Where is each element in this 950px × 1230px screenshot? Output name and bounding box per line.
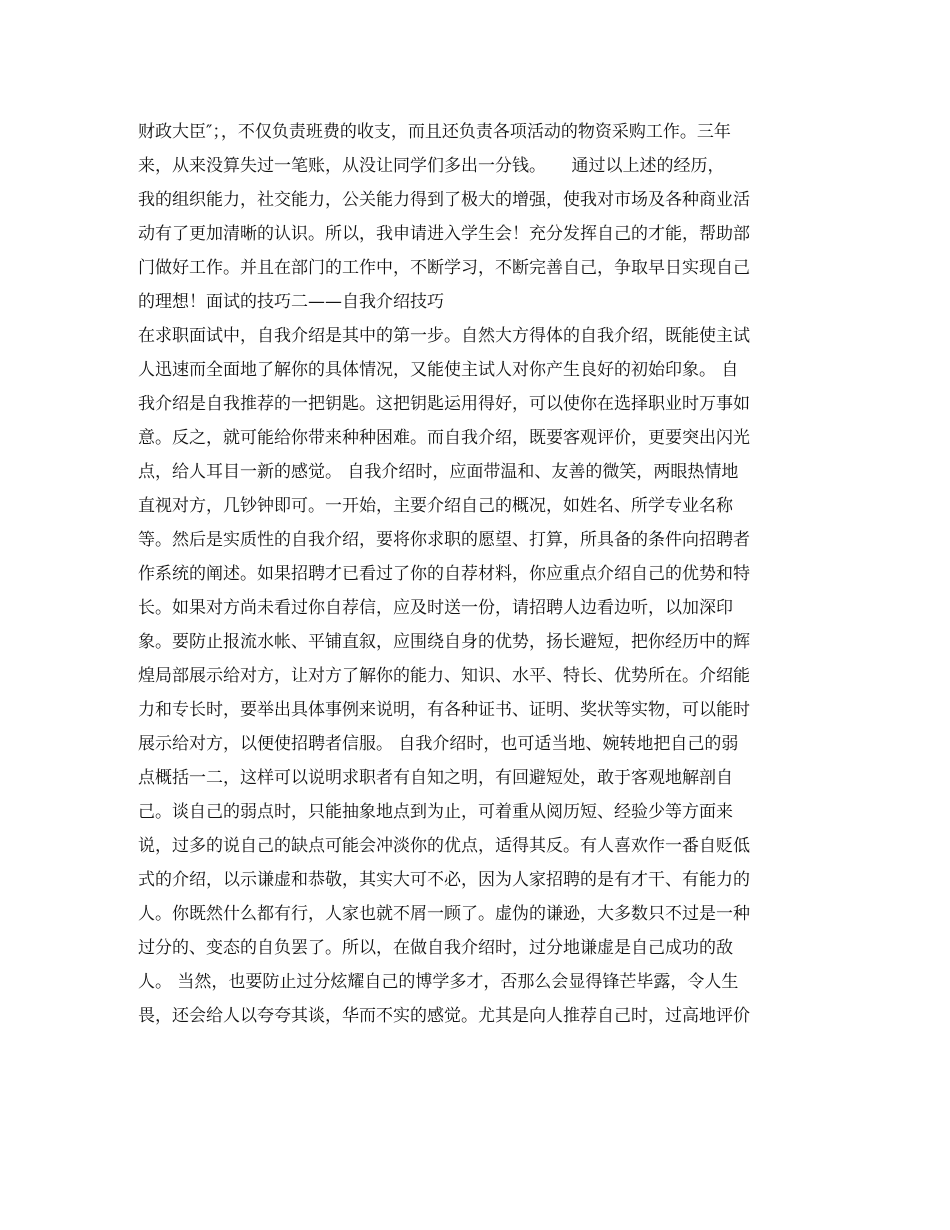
text-line: 力和专长时，要举出具体事例来说明，有各种证书、证明、奖状等实物，可以能时 [138, 700, 750, 720]
text-line: 象。要防止报流水帐、平铺直叙，应围绕自身的优势，扬长避短，把你经历中的辉 [138, 632, 750, 652]
text-line: 作系统的阐述。如果招聘才已看过了你的自荐材料，你应重点介绍自己的优势和特 [138, 564, 750, 584]
text-line: 财政大臣″；，不仅负责班费的收支，而且还负责各项活动的物资采购工作。三年 [138, 122, 731, 142]
text-line: 点，给人耳目一新的感觉。 自我介绍时，应面带温和、友善的微笑，两眼热情地 [138, 462, 739, 482]
text-line: 我的组织能力，社交能力，公关能力得到了极大的增强，使我对市场及各种商业活 [138, 190, 750, 210]
text-line: 点概括一二，这样可以说明求职者有自知之明，有回避短处，敢于客观地解剖自 [138, 768, 733, 788]
text-line: 人迅速而全面地了解你的具体情况，又能使主试人对你产生良好的初始印象。 自 [138, 360, 739, 380]
text-line: 我介绍是自我推荐的一把钥匙。这把钥匙运用得好，可以使你在选择职业时万事如 [138, 394, 750, 414]
text-line: 来，从来没算失过一笔账，从没让同学们多出一分钱。 通过以上述的经历， [138, 156, 725, 176]
text-line: 畏，还会给人以夸夸其谈，华而不实的感觉。尤其是向人推荐自己时，过高地评价 [138, 1006, 750, 1026]
text-line: 意。反之，就可能给你带来种种困难。而自我介绍，既要客观评价，更要突出闪光 [138, 428, 750, 448]
text-line: 直视对方，几钞钟即可。一开始，主要介绍自己的概况，如姓名、所学专业名称 [138, 496, 733, 516]
text-line: 等。然后是实质性的自我介绍，要将你求职的愿望、打算，所具备的条件向招聘者 [138, 530, 750, 550]
text-line: 己。谈自己的弱点时，只能抽象地点到为止，可着重从阅历短、经验少等方面来 [138, 802, 733, 822]
text-line: 门做好工作。并且在部门的工作中，不断学习，不断完善自己，争取早日实现自己 [138, 258, 750, 278]
text-line: 长。如果对方尚未看过你自荐信，应及时送一份，请招聘人边看边听，以加深印 [138, 598, 733, 618]
text-line: 动有了更加清晰的认识。所以，我申请进入学生会！充分发挥自己的才能，帮助部 [138, 224, 750, 244]
text-line: 人。 当然，也要防止过分炫耀自己的博学多才，否那么会显得锋芒毕露，令人生 [138, 972, 739, 992]
text-line: 在求职面试中，自我介绍是其中的第一步。自然大方得体的自我介绍，既能使主试 [138, 326, 750, 346]
text-line: 展示给对方，以便使招聘者信服。 自我介绍时，也可适当地、婉转地把自己的弱 [138, 734, 739, 754]
section-heading-line: 的理想！面试的技巧二——自我介绍技巧 [138, 292, 444, 312]
text-line: 过分的、变态的自负罢了。所以，在做自我介绍时，过分地谦虚是自己成功的敌 [138, 938, 733, 958]
text-line: 人。你既然什么都有行，人家也就不屑一顾了。虚伪的谦逊，大多数只不过是一种 [138, 904, 750, 924]
text-line: 说，过多的说自己的缺点可能会冲淡你的优点，适得其反。有人喜欢作一番自贬低 [138, 836, 750, 856]
text-line: 式的介绍，以示谦虚和恭敬，其实大可不必，因为人家招聘的是有才干、有能力的 [138, 870, 750, 890]
text-line: 煌局部展示给对方，让对方了解你的能力、知识、水平、特长、优势所在。介绍能 [138, 666, 750, 686]
